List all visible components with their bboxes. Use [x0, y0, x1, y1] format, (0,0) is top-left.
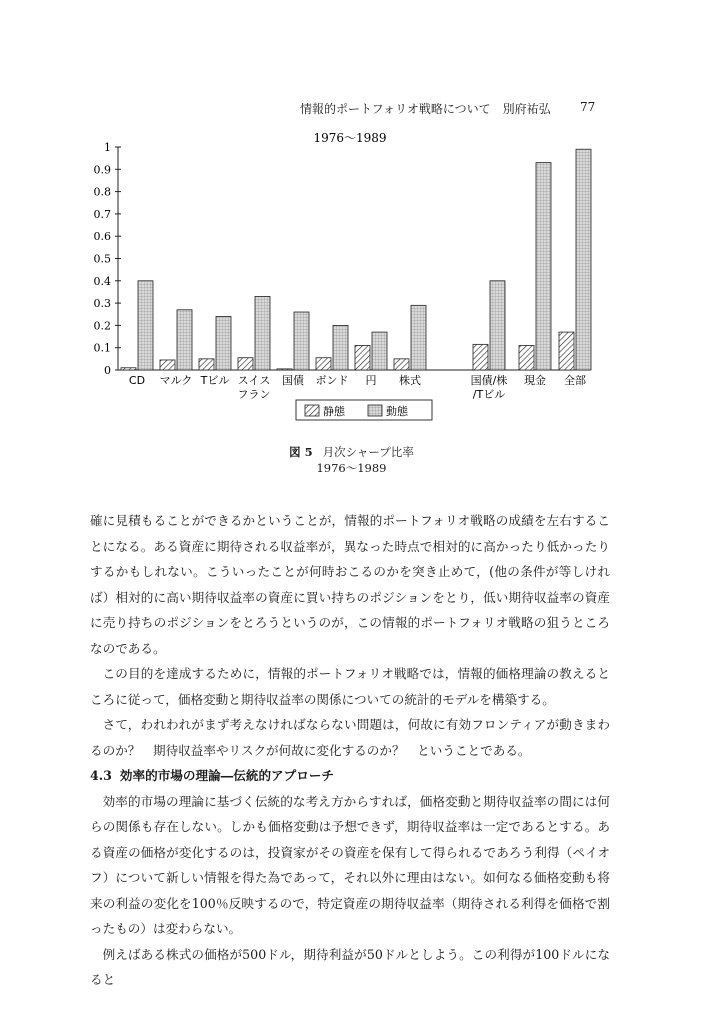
x-tick-label: 株式 [399, 374, 421, 387]
bar-static [277, 369, 292, 370]
figure-label: 図 5 [289, 445, 313, 459]
bar-dynamic [255, 296, 270, 370]
legend-swatch [305, 405, 319, 416]
section-number: 4.3 [90, 768, 112, 783]
x-tick-label: 現金 [524, 374, 546, 387]
x-tick-label: スイス [237, 374, 271, 387]
y-tick-label: 0.5 [93, 252, 111, 266]
chart-title: 1976～1989 [313, 131, 387, 145]
y-tick-label: 1 [104, 141, 111, 154]
bar-dynamic [294, 312, 309, 370]
bar-dynamic [216, 316, 231, 370]
paragraph: 確に見積もることができるかということが，情報的ポートフォリオ戦略の成績を左右することになる。ある資産に期待される収益率が，異なった時点で相対的に高かったり低かったりするかもしれない。こういったことが何時おこるのかを突き止めて，(他の条件が等しければ）相対的に高い期待収益率の資産に買い持ちのポジションをとり，低い期待収益率の資産に売り持ちのポジションをとろうというのが，この情報的ポートフォリオ戦略の狙うところなのである。 [90, 513, 610, 656]
section-title: 効率的市場の理論―伝統的アプローチ [119, 768, 335, 783]
bar-static [519, 345, 534, 370]
legend-swatch [368, 405, 382, 416]
y-tick-label: 0.7 [93, 207, 111, 221]
bar-dynamic [490, 281, 505, 370]
y-tick-label: 0.1 [93, 341, 111, 355]
bar-static [473, 344, 488, 370]
x-tick-label: 国債/株 [470, 374, 508, 387]
running-title: 情報的ポートフォリオ戦略について 別府祐弘 [300, 102, 551, 116]
bar-static [121, 368, 136, 370]
x-tick-label: 全部 [564, 374, 586, 387]
bar-static [559, 332, 574, 370]
bar-dynamic [536, 163, 551, 370]
bar-static [355, 345, 370, 370]
x-tick-label: 国債 [282, 374, 304, 387]
figure-caption-period: 1976～1989 [316, 461, 387, 475]
x-tick-label: 円 [365, 374, 377, 387]
x-tick-label: CD [128, 374, 146, 387]
paragraph: 効率的市場の理論に基づく伝統的な考え方からすれば，価格変動と期待収益率の間には何らの関係も存在しない。しかも価格変動は予想できず，期待収益率は一定であるとする。ある資産の価格が変化するのは，投資家がその資産を保有して得られるであろう利得（ペイオフ）について新しい情報を得た為であって，それ以外に理由はない。如何なる価格変動も将来の利益の変化を100％反映するので，特定資産の期待収益率（期待される利得を価格で割ったもの）は変わらない。 [90, 793, 610, 936]
legend-label: 静態 [323, 405, 345, 418]
bar-static [316, 358, 331, 370]
bar-static [238, 358, 253, 370]
y-tick-label: 0.9 [93, 163, 111, 177]
paragraph: さて，われわれがまず考えなければならない問題は，何故に有効フロンティアが動きまわるのか？ 期待収益率やリスクが何故に変化するのか？ ということである。 [90, 717, 610, 758]
paragraph: 例えばある株式の価格が500ドル，期待利益が50ドルとしよう。この利得が100ドルになると [90, 946, 610, 987]
x-tick-label-line2: フラン [237, 388, 271, 401]
running-head [300, 100, 600, 117]
page-number: 77 [580, 100, 596, 114]
x-tick-label-line2: /Tビル [472, 388, 506, 401]
bar-dynamic [372, 332, 387, 370]
x-tick-label: マルク [159, 374, 193, 387]
x-tick-label: ボンド [315, 374, 349, 387]
figure-5 [0, 125, 703, 475]
bar-dynamic [138, 281, 153, 370]
paragraph: この目的を達成するために，情報的ポートフォリオ戦略では，情報的価格理論の教えるところに従って，価格変動と期待収益率の関係についての統計的モデルを構築する。 [90, 666, 610, 707]
figure-caption-text: 月次シャープ比率 [322, 445, 414, 459]
bar-dynamic [177, 310, 192, 370]
bar-dynamic [576, 149, 591, 370]
bar-static [199, 359, 214, 370]
y-tick-label: 0.2 [93, 319, 111, 333]
y-tick-label: 0.8 [93, 185, 111, 199]
y-tick-label: 0 [104, 364, 111, 377]
body-text [90, 508, 610, 993]
bar-static [394, 359, 409, 370]
x-tick-label: Tビル [200, 374, 230, 387]
sharpe-ratio-chart [0, 125, 703, 435]
bar-dynamic [411, 305, 426, 370]
y-tick-label: 0.4 [93, 274, 111, 288]
section-heading [90, 763, 610, 789]
bar-dynamic [333, 325, 348, 370]
y-tick-label: 0.6 [93, 230, 111, 244]
y-tick-label: 0.3 [93, 297, 111, 311]
figure-caption [0, 444, 703, 460]
bar-static [160, 360, 175, 370]
legend-label: 動態 [386, 405, 408, 418]
